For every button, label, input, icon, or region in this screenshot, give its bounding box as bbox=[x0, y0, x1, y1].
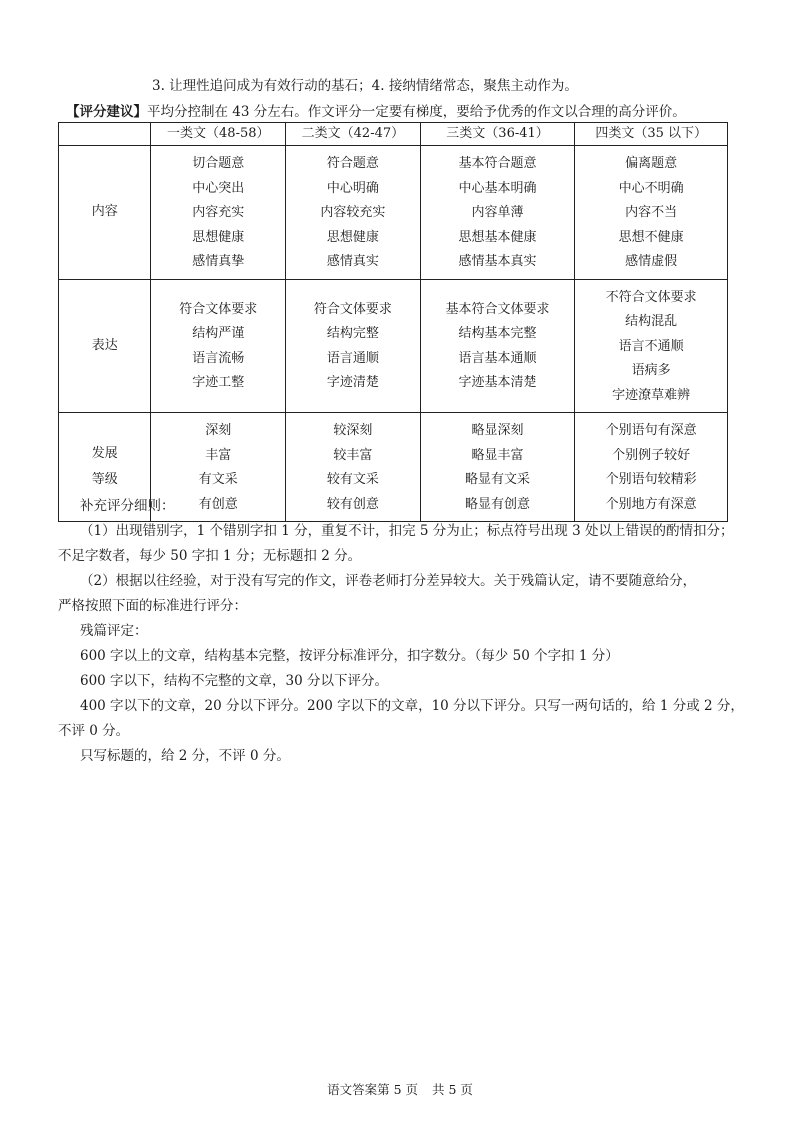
criterion-text: 较深刻 bbox=[333, 423, 373, 438]
criterion-text: 内容不当 bbox=[625, 205, 678, 220]
rubric-cell bbox=[151, 279, 286, 413]
fragment-rule-3-line-b: 不评 0 分。 bbox=[58, 723, 130, 739]
row-label-cell bbox=[59, 279, 151, 413]
fragment-rule-4: 只写标题的，给 2 分，不评 0 分。 bbox=[80, 748, 290, 764]
criterion-text: 较有创意 bbox=[326, 496, 379, 512]
criterion-text: 结构基本完整 bbox=[458, 326, 537, 342]
row-label: 发展 bbox=[91, 446, 118, 461]
criterion-text: 思想不健康 bbox=[618, 229, 684, 245]
criterion-text: 较丰富 bbox=[333, 447, 373, 463]
criterion-text: 语言不通顺 bbox=[618, 338, 684, 354]
page-number-label: 语文答案第 5 页 bbox=[327, 1082, 418, 1097]
criterion-text: 不符合文体要求 bbox=[605, 289, 697, 305]
criterion-text: 符合文体要求 bbox=[179, 301, 258, 317]
criterion-text: 字迹基本清楚 bbox=[458, 375, 537, 391]
criterion-text: 结构完整 bbox=[326, 326, 379, 342]
scoring-rubric-table bbox=[58, 122, 728, 522]
criterion-text: 内容单薄 bbox=[471, 205, 524, 220]
criterion-text: 个别例子较好 bbox=[612, 447, 691, 463]
fragment-rule-1: 600 字以上的文章，结构基本完整，按评分标准评分，扣字数分。（每少 50 个字扣 1 分） bbox=[80, 648, 619, 664]
header-class-4: 四类文（35 以下） bbox=[575, 123, 728, 146]
grading-suggestion-label: 【评分建议】 bbox=[66, 104, 147, 120]
grading-suggestion bbox=[66, 100, 686, 120]
criterion-text: 字迹潦草难辨 bbox=[612, 387, 691, 403]
criterion-text: 中心突出 bbox=[192, 180, 245, 196]
criterion-text: 思想健康 bbox=[192, 229, 245, 245]
criterion-text: 内容充实 bbox=[192, 205, 245, 220]
criterion-text: 个别地方有深意 bbox=[605, 496, 697, 512]
criterion-text: 结构严谨 bbox=[192, 326, 245, 342]
header-class-1: 一类文（48-58） bbox=[151, 123, 286, 146]
criterion-text: 有文采 bbox=[198, 472, 238, 487]
criterion-text: 思想健康 bbox=[326, 229, 379, 245]
criterion-text: 中心基本明确 bbox=[458, 180, 537, 196]
rubric-cell bbox=[286, 146, 421, 280]
fragment-rule-3-line-a: 400 字以下的文章，20 分以下评分。200 字以下的文章，10 分以下评分。只写一两句话的，给 1 分或 2 分， bbox=[80, 698, 744, 714]
row-label: 表达 bbox=[91, 337, 118, 353]
rule-1-line-a: （1）出现错别字，1 个错别字扣 1 分，重复不计，扣完 5 分为止；标点符号出现 3 处以上错误的酌情扣分； bbox=[80, 523, 734, 539]
criterion-text: 基本符合文体要求 bbox=[445, 301, 550, 317]
grading-suggestion-text: 平均分控制在 43 分左右。作文评分一定要有梯度，要给予优秀的作文以合理的高分评价。 bbox=[147, 104, 686, 120]
criterion-text: 丰富 bbox=[205, 447, 232, 463]
table-header-row bbox=[59, 123, 728, 146]
header-class-3: 三类文（36-41） bbox=[420, 123, 575, 146]
criterion-text: 内容较充实 bbox=[320, 205, 386, 220]
criterion-text: 感情虚假 bbox=[625, 254, 678, 269]
rubric-cell bbox=[420, 146, 575, 280]
criterion-text: 字迹清楚 bbox=[326, 375, 379, 391]
criterion-text: 语言流畅 bbox=[192, 350, 245, 366]
table-row bbox=[59, 279, 728, 413]
page-footer bbox=[0, 1080, 800, 1098]
criterion-text: 思想基本健康 bbox=[458, 229, 537, 245]
table-row bbox=[59, 146, 728, 280]
fragment-rule-2: 600 字以下，结构不完整的文章，30 分以下评分。 bbox=[80, 673, 389, 689]
row-label: 等级 bbox=[91, 472, 118, 487]
criterion-text: 结构混乱 bbox=[625, 314, 678, 329]
criterion-text: 个别语句较精彩 bbox=[605, 472, 697, 487]
criterion-text: 语言通顺 bbox=[326, 350, 379, 366]
fragment-title: 残篇评定： bbox=[80, 623, 148, 639]
rubric-cell bbox=[151, 146, 286, 280]
intro-line-1: 3. 让理性追问成为有效行动的基石；4. 接纳情绪常态，聚焦主动作为。 bbox=[152, 78, 578, 94]
criterion-text: 感情真实 bbox=[326, 254, 379, 269]
criterion-text: 中心明确 bbox=[326, 180, 379, 196]
supplement-title: 补充评分细则： bbox=[80, 498, 175, 514]
criterion-text: 符合题意 bbox=[326, 156, 379, 171]
criterion-text: 个别语句有深意 bbox=[605, 423, 697, 438]
criterion-text: 略显有创意 bbox=[465, 496, 531, 512]
criterion-text: 略显深刻 bbox=[471, 423, 524, 438]
rule-1-line-b: 不足字数者，每少 50 字扣 1 分；无标题扣 2 分。 bbox=[58, 548, 362, 564]
criterion-text: 字迹工整 bbox=[192, 375, 245, 391]
criterion-text: 较有文采 bbox=[326, 472, 379, 487]
header-class-2: 二类文（42-47） bbox=[286, 123, 421, 146]
rubric-cell bbox=[575, 146, 728, 280]
criterion-text: 感情真挚 bbox=[192, 254, 245, 269]
criterion-text: 偏离题意 bbox=[625, 156, 678, 171]
criterion-text: 切合题意 bbox=[192, 156, 245, 171]
criterion-text: 感情基本真实 bbox=[458, 254, 537, 269]
criterion-text: 符合文体要求 bbox=[313, 301, 392, 317]
rule-2-line-a: （2）根据以往经验，对于没有写完的作文，评卷老师打分差异较大。关于残篇认定，请不要随意给分， bbox=[80, 573, 697, 589]
criterion-text: 有创意 bbox=[198, 496, 238, 512]
criterion-text: 语言基本通顺 bbox=[458, 350, 537, 366]
criterion-text: 略显丰富 bbox=[471, 447, 524, 463]
criterion-text: 略显有文采 bbox=[465, 472, 531, 487]
supplementary-rules bbox=[58, 494, 748, 769]
criterion-text: 语病多 bbox=[631, 363, 671, 378]
rule-2-line-b: 严格按照下面的标准进行评分： bbox=[58, 598, 247, 614]
rubric-cell bbox=[420, 279, 575, 413]
rubric-cell bbox=[575, 279, 728, 413]
criterion-text: 深刻 bbox=[205, 423, 232, 438]
total-pages-label: 共 5 页 bbox=[432, 1082, 473, 1097]
row-label: 内容 bbox=[91, 204, 118, 220]
rubric-cell bbox=[286, 279, 421, 413]
criterion-text: 基本符合题意 bbox=[458, 156, 537, 171]
header-cell-empty bbox=[59, 123, 151, 146]
criterion-text: 中心不明确 bbox=[618, 180, 684, 196]
row-label-cell bbox=[59, 146, 151, 280]
